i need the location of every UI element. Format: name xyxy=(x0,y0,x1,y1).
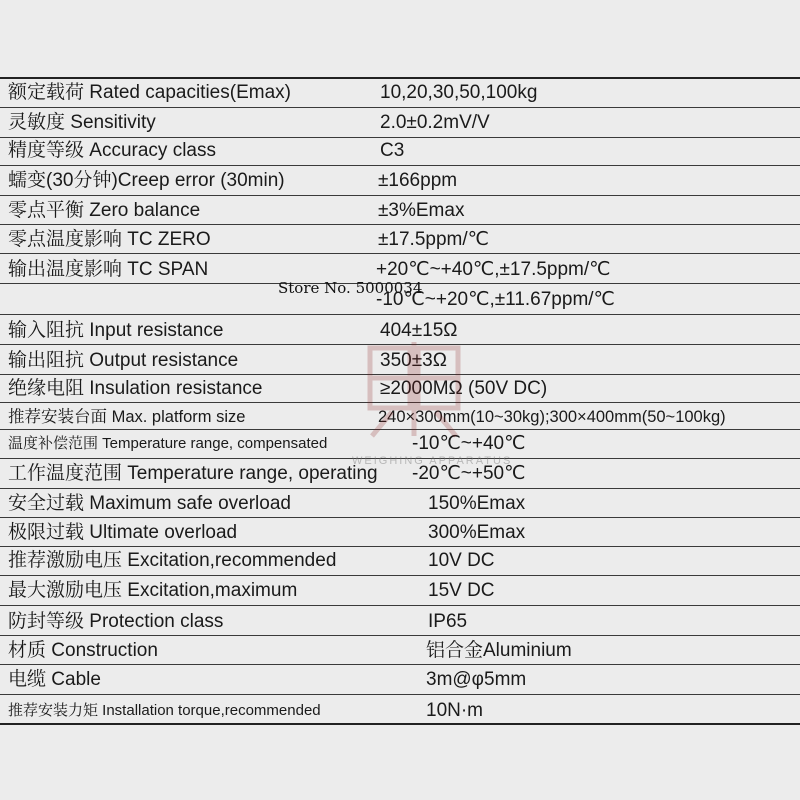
spec-label: 工作温度范围 Temperature range, operating xyxy=(8,463,378,484)
spec-label: 精度等级 Accuracy class xyxy=(8,140,216,161)
spec-value: IP65 xyxy=(428,611,468,632)
spec-value: 404±15Ω xyxy=(380,320,458,341)
spec-label: 防封等级 Protection class xyxy=(8,611,224,632)
table-rule xyxy=(0,224,800,225)
spec-label: 推荐安装台面 Max. platform size xyxy=(8,408,246,426)
spec-value: 300%Emax xyxy=(428,522,526,543)
spec-label: 最大激励电压 Excitation,maximum xyxy=(8,580,298,601)
spec-label: 灵敏度 Sensitivity xyxy=(8,112,156,133)
spec-label: 材质 Construction xyxy=(8,640,158,661)
spec-value: 2.0±0.2mV/V xyxy=(380,112,490,133)
table-rule xyxy=(0,107,800,108)
spec-value: ±166ppm xyxy=(378,170,458,191)
spec-value: -10℃~+20℃,±11.67ppm/℃ xyxy=(376,289,615,310)
table-rule xyxy=(0,314,800,315)
table-rule xyxy=(0,488,800,489)
spec-value: 10N·m xyxy=(426,700,484,721)
spec-value: 150%Emax xyxy=(428,493,526,514)
spec-label: 极限过载 Ultimate overload xyxy=(8,522,238,543)
table-rule xyxy=(0,605,800,606)
spec-label: 零点平衡 Zero balance xyxy=(8,200,201,221)
spec-label: 电缆 Cable xyxy=(8,669,101,690)
table-rule xyxy=(0,195,800,196)
spec-value: 350±3Ω xyxy=(380,350,447,371)
spec-label: 推荐激励电压 Excitation,recommended xyxy=(8,550,337,571)
spec-label: 输出阻抗 Output resistance xyxy=(8,350,239,371)
spec-label: 绝缘电阻 Insulation resistance xyxy=(8,378,263,399)
spec-value: 240×300mm(10~30kg);300×400mm(50~100kg) xyxy=(378,408,726,426)
table-rule xyxy=(0,374,800,375)
table-rule xyxy=(0,664,800,665)
spec-value: 铝合金Aluminium xyxy=(426,640,572,661)
table-rule xyxy=(0,344,800,345)
table-rule xyxy=(0,253,800,254)
spec-value: 15V DC xyxy=(428,580,495,601)
table-rule xyxy=(0,402,800,403)
spec-value: C3 xyxy=(380,140,405,161)
spec-value: ±17.5ppm/℃ xyxy=(378,229,489,250)
table-rule xyxy=(0,137,800,138)
spec-label: 蠕变(30分钟)Creep error (30min) xyxy=(8,170,285,191)
spec-value: 3m@φ5mm xyxy=(426,669,527,690)
spec-label: 额定载荷 Rated capacities(Emax) xyxy=(8,82,291,103)
table-rule xyxy=(0,694,800,695)
table-rule xyxy=(0,77,800,79)
spec-value: +20℃~+40℃,±17.5ppm/℃ xyxy=(376,259,611,280)
store-number-stamp: Store No. 5000034 xyxy=(278,279,423,297)
spec-label: 零点温度影响 TC ZERO xyxy=(8,229,211,250)
table-rule xyxy=(0,165,800,166)
spec-value: -20℃~+50℃ xyxy=(412,463,526,484)
spec-label: 输出温度影响 TC SPAN xyxy=(8,259,209,280)
watermark-text: WEIGHING APPARATUS xyxy=(352,455,513,467)
spec-label: 安全过载 Maximum safe overload xyxy=(8,493,291,514)
spec-label: 推荐安装力矩 Installation torque,recommended xyxy=(8,702,321,719)
spec-value: 10V DC xyxy=(428,550,495,571)
table-rule xyxy=(0,546,800,547)
table-rule xyxy=(0,723,800,725)
table-rule xyxy=(0,635,800,636)
spec-label: 温度补偿范围 Temperature range, compensated xyxy=(8,435,328,452)
spec-value: ≥2000MΩ (50V DC) xyxy=(380,378,548,399)
table-rule xyxy=(0,575,800,576)
table-rule xyxy=(0,429,800,430)
spec-value: -10℃~+40℃ xyxy=(412,433,526,454)
spec-value: 10,20,30,50,100kg xyxy=(380,82,538,103)
spec-value: ±3%Emax xyxy=(378,200,465,221)
table-rule xyxy=(0,517,800,518)
spec-label: 输入阻抗 Input resistance xyxy=(8,320,224,341)
